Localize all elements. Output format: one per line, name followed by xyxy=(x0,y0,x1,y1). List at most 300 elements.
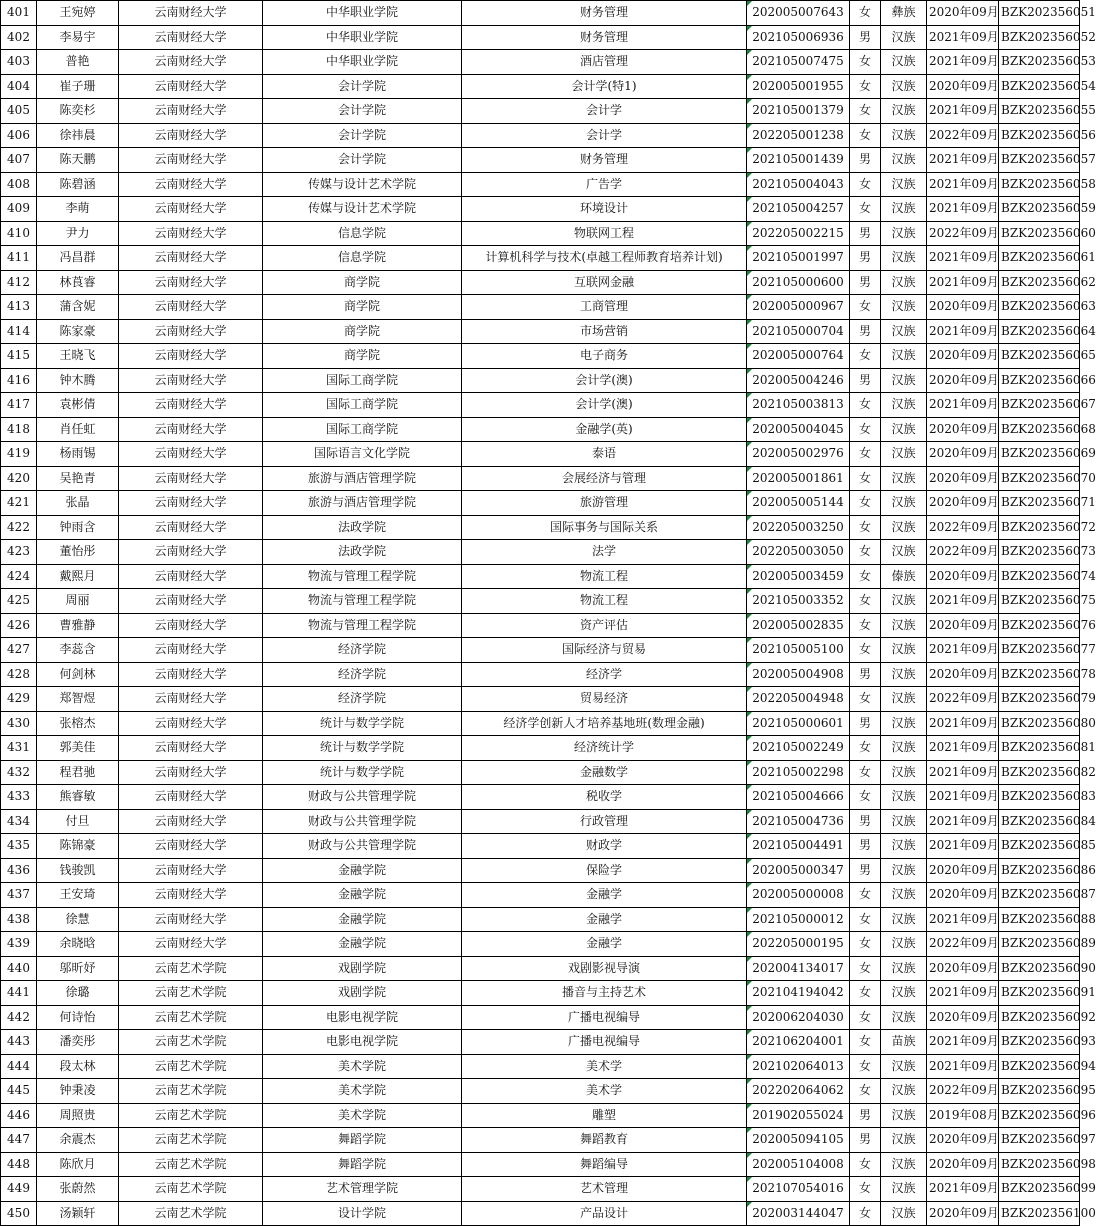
student-name-cell: 钟木腾 xyxy=(37,368,119,393)
ethnicity-cell: 汉族 xyxy=(881,515,927,540)
college-cell: 中华职业学院 xyxy=(263,1,462,26)
table-row xyxy=(1,148,1080,173)
student-name-cell: 徐慧 xyxy=(37,907,119,932)
row-number-cell: 421 xyxy=(1,491,37,516)
enrollment-date-cell: 2021年09月 xyxy=(927,907,999,932)
enrollment-date-cell: 2021年09月 xyxy=(927,981,999,1006)
enrollment-date-cell: 2020年09月 xyxy=(927,956,999,981)
university-cell: 云南艺术学院 xyxy=(119,1079,263,1104)
college-cell: 商学院 xyxy=(263,270,462,295)
ethnicity-cell: 汉族 xyxy=(881,785,927,810)
university-cell: 云南财经大学 xyxy=(119,687,263,712)
major-cell: 会计学 xyxy=(462,123,747,148)
enrollment-date-cell: 2021年09月 xyxy=(927,711,999,736)
college-cell: 设计学院 xyxy=(263,1201,462,1226)
ethnicity-cell: 汉族 xyxy=(881,319,927,344)
student-name-cell: 戴熙月 xyxy=(37,564,119,589)
college-cell: 财政与公共管理学院 xyxy=(263,809,462,834)
row-number-cell: 409 xyxy=(1,197,37,222)
university-cell: 云南财经大学 xyxy=(119,368,263,393)
college-cell: 统计与数学学院 xyxy=(263,736,462,761)
row-number-cell: 414 xyxy=(1,319,37,344)
certificate-number-cell: BZK202356088 xyxy=(999,907,1080,932)
certificate-number-cell: BZK202356083 xyxy=(999,785,1080,810)
student-name-cell: 曹雅静 xyxy=(37,613,119,638)
major-cell: 计算机科学与技术(卓越工程师教育培养计划) xyxy=(462,246,747,271)
college-cell: 传媒与设计艺术学院 xyxy=(263,197,462,222)
ethnicity-cell: 汉族 xyxy=(881,466,927,491)
gender-cell: 女 xyxy=(850,442,881,467)
certificate-number-cell: BZK202356089 xyxy=(999,932,1080,957)
table-row xyxy=(1,809,1080,834)
gender-cell: 男 xyxy=(850,270,881,295)
enrollment-date-cell: 2021年09月 xyxy=(927,834,999,859)
certificate-number-cell: BZK202356063 xyxy=(999,295,1080,320)
certificate-number-cell: BZK202356064 xyxy=(999,319,1080,344)
ethnicity-cell: 汉族 xyxy=(881,809,927,834)
gender-cell: 男 xyxy=(850,711,881,736)
student-id-cell: 202005000764 xyxy=(747,344,850,369)
gender-cell: 女 xyxy=(850,540,881,565)
certificate-number-cell: BZK202356072 xyxy=(999,515,1080,540)
student-id-cell: 202005000967 xyxy=(747,295,850,320)
student-name-cell: 陈欣月 xyxy=(37,1152,119,1177)
row-number-cell: 439 xyxy=(1,932,37,957)
student-id-cell: 202105004043 xyxy=(747,172,850,197)
student-id-cell: 202205003250 xyxy=(747,515,850,540)
ethnicity-cell: 汉族 xyxy=(881,442,927,467)
student-name-cell: 钱骏凯 xyxy=(37,858,119,883)
enrollment-date-cell: 2022年09月 xyxy=(927,687,999,712)
row-number-cell: 418 xyxy=(1,417,37,442)
student-id-cell: 202105002249 xyxy=(747,736,850,761)
major-cell: 物联网工程 xyxy=(462,221,747,246)
table-row xyxy=(1,319,1080,344)
student-name-cell: 王宛婷 xyxy=(37,1,119,26)
table-row xyxy=(1,1103,1080,1128)
ethnicity-cell: 汉族 xyxy=(881,221,927,246)
university-cell: 云南财经大学 xyxy=(119,711,263,736)
student-id-cell: 202105005100 xyxy=(747,638,850,663)
table-row xyxy=(1,491,1080,516)
college-cell: 旅游与酒店管理学院 xyxy=(263,466,462,491)
major-cell: 舞蹈教育 xyxy=(462,1128,747,1153)
certificate-number-cell: BZK202356061 xyxy=(999,246,1080,271)
university-cell: 云南财经大学 xyxy=(119,834,263,859)
gender-cell: 男 xyxy=(850,368,881,393)
university-cell: 云南艺术学院 xyxy=(119,1152,263,1177)
gender-cell: 女 xyxy=(850,956,881,981)
row-number-cell: 444 xyxy=(1,1054,37,1079)
university-cell: 云南财经大学 xyxy=(119,589,263,614)
row-number-cell: 428 xyxy=(1,662,37,687)
student-name-cell: 王晓飞 xyxy=(37,344,119,369)
gender-cell: 女 xyxy=(850,907,881,932)
student-id-cell: 202105001379 xyxy=(747,99,850,124)
student-id-cell: 202205001238 xyxy=(747,123,850,148)
ethnicity-cell: 汉族 xyxy=(881,736,927,761)
ethnicity-cell: 彝族 xyxy=(881,1,927,26)
major-cell: 酒店管理 xyxy=(462,50,747,75)
university-cell: 云南财经大学 xyxy=(119,270,263,295)
row-number-cell: 450 xyxy=(1,1201,37,1226)
enrollment-date-cell: 2020年09月 xyxy=(927,564,999,589)
student-id-cell: 202105001997 xyxy=(747,246,850,271)
enrollment-date-cell: 2021年09月 xyxy=(927,393,999,418)
row-number-cell: 425 xyxy=(1,589,37,614)
enrollment-date-cell: 2021年09月 xyxy=(927,25,999,50)
enrollment-date-cell: 2020年09月 xyxy=(927,466,999,491)
row-number-cell: 437 xyxy=(1,883,37,908)
row-number-cell: 440 xyxy=(1,956,37,981)
gender-cell: 女 xyxy=(850,344,881,369)
student-name-cell: 付旦 xyxy=(37,809,119,834)
student-name-cell: 张晶 xyxy=(37,491,119,516)
certificate-number-cell: BZK202356092 xyxy=(999,1005,1080,1030)
ethnicity-cell: 汉族 xyxy=(881,295,927,320)
gender-cell: 女 xyxy=(850,1201,881,1226)
major-cell: 资产评估 xyxy=(462,613,747,638)
student-id-cell: 202005104008 xyxy=(747,1152,850,1177)
university-cell: 云南财经大学 xyxy=(119,662,263,687)
table-row xyxy=(1,1201,1080,1226)
college-cell: 国际工商学院 xyxy=(263,393,462,418)
certificate-number-cell: BZK202356095 xyxy=(999,1079,1080,1104)
student-name-cell: 陈碧涵 xyxy=(37,172,119,197)
table-row xyxy=(1,638,1080,663)
major-cell: 美术学 xyxy=(462,1079,747,1104)
certificate-number-cell: BZK202356059 xyxy=(999,197,1080,222)
student-id-cell: 202105004257 xyxy=(747,197,850,222)
student-name-cell: 徐璐 xyxy=(37,981,119,1006)
table-row xyxy=(1,393,1080,418)
table-row xyxy=(1,564,1080,589)
certificate-number-cell: BZK202356097 xyxy=(999,1128,1080,1153)
table-row xyxy=(1,785,1080,810)
certificate-number-cell: BZK202356060 xyxy=(999,221,1080,246)
ethnicity-cell: 汉族 xyxy=(881,393,927,418)
university-cell: 云南财经大学 xyxy=(119,760,263,785)
gender-cell: 女 xyxy=(850,50,881,75)
student-name-cell: 冯昌群 xyxy=(37,246,119,271)
student-name-cell: 王安琦 xyxy=(37,883,119,908)
college-cell: 财政与公共管理学院 xyxy=(263,785,462,810)
major-cell: 广播电视编导 xyxy=(462,1005,747,1030)
student-name-cell: 肖任虹 xyxy=(37,417,119,442)
university-cell: 云南财经大学 xyxy=(119,319,263,344)
enrollment-date-cell: 2021年09月 xyxy=(927,785,999,810)
enrollment-date-cell: 2022年09月 xyxy=(927,932,999,957)
row-number-cell: 422 xyxy=(1,515,37,540)
table-row xyxy=(1,981,1080,1006)
gender-cell: 女 xyxy=(850,785,881,810)
college-cell: 舞蹈学院 xyxy=(263,1128,462,1153)
enrollment-date-cell: 2020年09月 xyxy=(927,1128,999,1153)
gender-cell: 男 xyxy=(850,25,881,50)
table-row xyxy=(1,1,1080,26)
gender-cell: 女 xyxy=(850,123,881,148)
gender-cell: 男 xyxy=(850,662,881,687)
ethnicity-cell: 汉族 xyxy=(881,981,927,1006)
ethnicity-cell: 汉族 xyxy=(881,246,927,271)
enrollment-date-cell: 2022年09月 xyxy=(927,221,999,246)
college-cell: 商学院 xyxy=(263,344,462,369)
college-cell: 经济学院 xyxy=(263,687,462,712)
table-row xyxy=(1,540,1080,565)
certificate-number-cell: BZK202356066 xyxy=(999,368,1080,393)
gender-cell: 女 xyxy=(850,883,881,908)
ethnicity-cell: 汉族 xyxy=(881,99,927,124)
certificate-number-cell: BZK202356062 xyxy=(999,270,1080,295)
student-id-cell: 202005007643 xyxy=(747,1,850,26)
student-id-cell: 202105001439 xyxy=(747,148,850,173)
certificate-number-cell: BZK202356073 xyxy=(999,540,1080,565)
table-row xyxy=(1,99,1080,124)
gender-cell: 女 xyxy=(850,1030,881,1055)
college-cell: 信息学院 xyxy=(263,221,462,246)
college-cell: 法政学院 xyxy=(263,515,462,540)
certificate-number-cell: BZK202356075 xyxy=(999,589,1080,614)
university-cell: 云南艺术学院 xyxy=(119,1005,263,1030)
gender-cell: 女 xyxy=(850,515,881,540)
row-number-cell: 423 xyxy=(1,540,37,565)
student-id-cell: 202005003459 xyxy=(747,564,850,589)
table-row xyxy=(1,197,1080,222)
enrollment-date-cell: 2020年09月 xyxy=(927,491,999,516)
enrollment-date-cell: 2022年09月 xyxy=(927,540,999,565)
university-cell: 云南财经大学 xyxy=(119,172,263,197)
student-id-cell: 202105006936 xyxy=(747,25,850,50)
ethnicity-cell: 汉族 xyxy=(881,613,927,638)
student-id-cell: 202105003352 xyxy=(747,589,850,614)
student-id-cell: 202205004948 xyxy=(747,687,850,712)
row-number-cell: 434 xyxy=(1,809,37,834)
college-cell: 艺术管理学院 xyxy=(263,1177,462,1202)
table-row xyxy=(1,1030,1080,1055)
student-id-cell: 202205000195 xyxy=(747,932,850,957)
university-cell: 云南艺术学院 xyxy=(119,956,263,981)
major-cell: 物流工程 xyxy=(462,589,747,614)
gender-cell: 女 xyxy=(850,1054,881,1079)
gender-cell: 女 xyxy=(850,613,881,638)
university-cell: 云南财经大学 xyxy=(119,785,263,810)
college-cell: 美术学院 xyxy=(263,1054,462,1079)
gender-cell: 女 xyxy=(850,172,881,197)
certificate-number-cell: BZK202356057 xyxy=(999,148,1080,173)
enrollment-date-cell: 2021年09月 xyxy=(927,99,999,124)
ethnicity-cell: 汉族 xyxy=(881,50,927,75)
college-cell: 物流与管理工程学院 xyxy=(263,613,462,638)
gender-cell: 女 xyxy=(850,491,881,516)
table-row xyxy=(1,1128,1080,1153)
table-row xyxy=(1,515,1080,540)
ethnicity-cell: 汉族 xyxy=(881,491,927,516)
student-name-cell: 徐祎晨 xyxy=(37,123,119,148)
gender-cell: 女 xyxy=(850,197,881,222)
ethnicity-cell: 汉族 xyxy=(881,1201,927,1226)
university-cell: 云南财经大学 xyxy=(119,638,263,663)
major-cell: 舞蹈编导 xyxy=(462,1152,747,1177)
gender-cell: 女 xyxy=(850,99,881,124)
student-id-cell: 202105000601 xyxy=(747,711,850,736)
certificate-number-cell: BZK202356076 xyxy=(999,613,1080,638)
university-cell: 云南财经大学 xyxy=(119,883,263,908)
major-cell: 艺术管理 xyxy=(462,1177,747,1202)
university-cell: 云南财经大学 xyxy=(119,736,263,761)
enrollment-date-cell: 2021年09月 xyxy=(927,1030,999,1055)
college-cell: 经济学院 xyxy=(263,662,462,687)
enrollment-date-cell: 2020年09月 xyxy=(927,1,999,26)
certificate-number-cell: BZK202356053 xyxy=(999,50,1080,75)
ethnicity-cell: 汉族 xyxy=(881,589,927,614)
table-row xyxy=(1,368,1080,393)
university-cell: 云南艺术学院 xyxy=(119,1103,263,1128)
major-cell: 财务管理 xyxy=(462,25,747,50)
certificate-number-cell: BZK202356051 xyxy=(999,1,1080,26)
university-cell: 云南财经大学 xyxy=(119,491,263,516)
gender-cell: 男 xyxy=(850,148,881,173)
certificate-number-cell: BZK202356078 xyxy=(999,662,1080,687)
enrollment-date-cell: 2022年09月 xyxy=(927,123,999,148)
major-cell: 会计学(特1) xyxy=(462,74,747,99)
major-cell: 泰语 xyxy=(462,442,747,467)
certificate-number-cell: BZK202356058 xyxy=(999,172,1080,197)
ethnicity-cell: 汉族 xyxy=(881,344,927,369)
major-cell: 金融学 xyxy=(462,932,747,957)
student-id-cell: 202104194042 xyxy=(747,981,850,1006)
enrollment-date-cell: 2020年09月 xyxy=(927,74,999,99)
college-cell: 财政与公共管理学院 xyxy=(263,834,462,859)
gender-cell: 女 xyxy=(850,295,881,320)
student-id-cell: 202005001955 xyxy=(747,74,850,99)
student-id-cell: 202105003813 xyxy=(747,393,850,418)
enrollment-date-cell: 2021年09月 xyxy=(927,589,999,614)
certificate-number-cell: BZK202356055 xyxy=(999,99,1080,124)
ethnicity-cell: 汉族 xyxy=(881,1152,927,1177)
college-cell: 信息学院 xyxy=(263,246,462,271)
enrollment-date-cell: 2020年09月 xyxy=(927,295,999,320)
certificate-number-cell: BZK202356099 xyxy=(999,1177,1080,1202)
student-name-cell: 潘奕彤 xyxy=(37,1030,119,1055)
major-cell: 金融数学 xyxy=(462,760,747,785)
student-name-cell: 程君驰 xyxy=(37,760,119,785)
student-name-cell: 陈锦豪 xyxy=(37,834,119,859)
college-cell: 国际工商学院 xyxy=(263,368,462,393)
university-cell: 云南财经大学 xyxy=(119,540,263,565)
ethnicity-cell: 汉族 xyxy=(881,1079,927,1104)
ethnicity-cell: 汉族 xyxy=(881,907,927,932)
gender-cell: 女 xyxy=(850,1177,881,1202)
university-cell: 云南财经大学 xyxy=(119,907,263,932)
certificate-number-cell: BZK202356065 xyxy=(999,344,1080,369)
row-number-cell: 445 xyxy=(1,1079,37,1104)
student-id-cell: 202005000008 xyxy=(747,883,850,908)
row-number-cell: 410 xyxy=(1,221,37,246)
student-id-cell: 202003144047 xyxy=(747,1201,850,1226)
college-cell: 美术学院 xyxy=(263,1079,462,1104)
student-name-cell: 张榕杰 xyxy=(37,711,119,736)
ethnicity-cell: 汉族 xyxy=(881,197,927,222)
ethnicity-cell: 汉族 xyxy=(881,417,927,442)
student-id-cell: 202105007475 xyxy=(747,50,850,75)
college-cell: 戏剧学院 xyxy=(263,956,462,981)
student-id-cell: 202105000704 xyxy=(747,319,850,344)
student-name-cell: 李蕊含 xyxy=(37,638,119,663)
student-id-cell: 202106204001 xyxy=(747,1030,850,1055)
table-row xyxy=(1,1079,1080,1104)
student-name-cell: 普艳 xyxy=(37,50,119,75)
table-row xyxy=(1,662,1080,687)
student-id-cell: 202205003050 xyxy=(747,540,850,565)
table-row xyxy=(1,589,1080,614)
gender-cell: 女 xyxy=(850,1,881,26)
enrollment-date-cell: 2020年09月 xyxy=(927,442,999,467)
university-cell: 云南财经大学 xyxy=(119,123,263,148)
student-id-cell: 202005002835 xyxy=(747,613,850,638)
university-cell: 云南财经大学 xyxy=(119,564,263,589)
enrollment-date-cell: 2020年09月 xyxy=(927,417,999,442)
table-row xyxy=(1,1152,1080,1177)
table-row xyxy=(1,711,1080,736)
university-cell: 云南财经大学 xyxy=(119,613,263,638)
university-cell: 云南财经大学 xyxy=(119,1,263,26)
student-name-cell: 崔子珊 xyxy=(37,74,119,99)
university-cell: 云南艺术学院 xyxy=(119,1054,263,1079)
row-number-cell: 408 xyxy=(1,172,37,197)
gender-cell: 男 xyxy=(850,1103,881,1128)
certificate-number-cell: BZK202356052 xyxy=(999,25,1080,50)
major-cell: 美术学 xyxy=(462,1054,747,1079)
college-cell: 电影电视学院 xyxy=(263,1030,462,1055)
ethnicity-cell: 汉族 xyxy=(881,74,927,99)
college-cell: 会计学院 xyxy=(263,99,462,124)
university-cell: 云南财经大学 xyxy=(119,393,263,418)
row-number-cell: 438 xyxy=(1,907,37,932)
university-cell: 云南财经大学 xyxy=(119,515,263,540)
row-number-cell: 424 xyxy=(1,564,37,589)
gender-cell: 男 xyxy=(850,246,881,271)
college-cell: 经济学院 xyxy=(263,638,462,663)
row-number-cell: 426 xyxy=(1,613,37,638)
university-cell: 云南艺术学院 xyxy=(119,981,263,1006)
ethnicity-cell: 汉族 xyxy=(881,858,927,883)
major-cell: 财务管理 xyxy=(462,148,747,173)
table-row xyxy=(1,344,1080,369)
gender-cell: 男 xyxy=(850,1128,881,1153)
ethnicity-cell: 汉族 xyxy=(881,834,927,859)
ethnicity-cell: 汉族 xyxy=(881,368,927,393)
table-row xyxy=(1,932,1080,957)
college-cell: 会计学院 xyxy=(263,123,462,148)
certificate-number-cell: BZK202356084 xyxy=(999,809,1080,834)
row-number-cell: 407 xyxy=(1,148,37,173)
row-number-cell: 441 xyxy=(1,981,37,1006)
student-name-cell: 钟秉凌 xyxy=(37,1079,119,1104)
student-id-cell: 202005002976 xyxy=(747,442,850,467)
gender-cell: 女 xyxy=(850,393,881,418)
row-number-cell: 415 xyxy=(1,344,37,369)
student-name-cell: 袁彬倩 xyxy=(37,393,119,418)
certificate-number-cell: BZK202356068 xyxy=(999,417,1080,442)
student-name-cell: 林莨睿 xyxy=(37,270,119,295)
gender-cell: 女 xyxy=(850,74,881,99)
table-row xyxy=(1,1054,1080,1079)
row-number-cell: 443 xyxy=(1,1030,37,1055)
student-name-cell: 陈家豪 xyxy=(37,319,119,344)
table-row xyxy=(1,687,1080,712)
certificate-number-cell: BZK202356096 xyxy=(999,1103,1080,1128)
ethnicity-cell: 汉族 xyxy=(881,25,927,50)
